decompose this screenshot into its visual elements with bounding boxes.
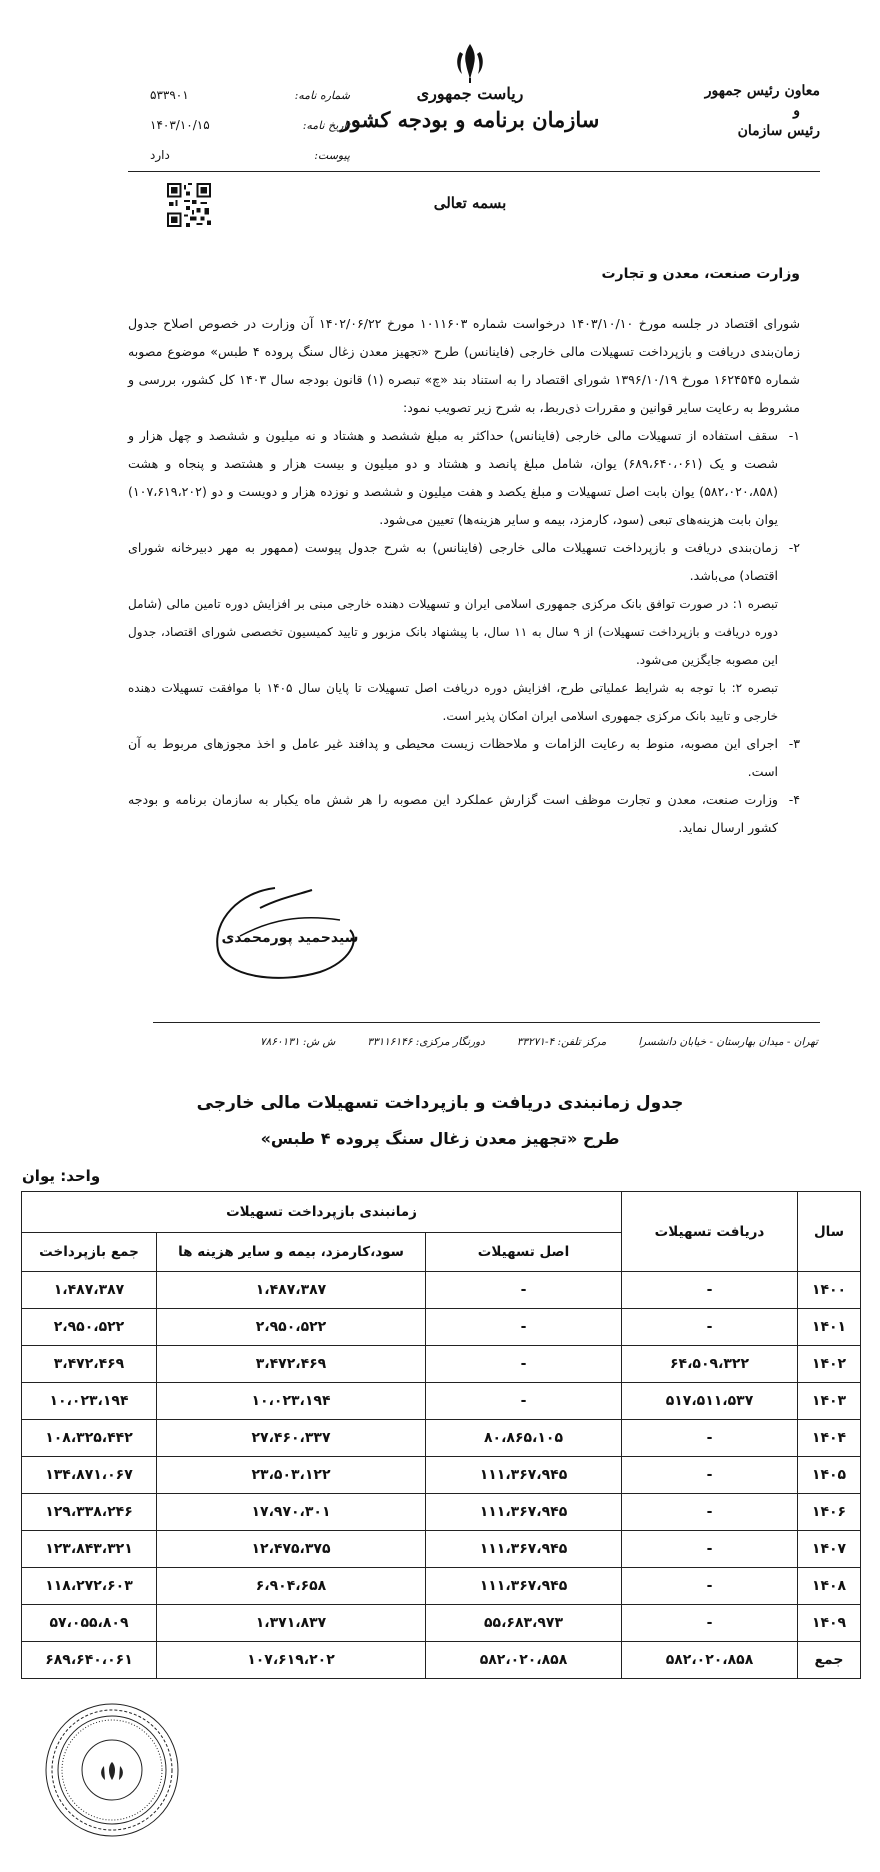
cell-total: ۱۰۸،۳۲۵،۴۴۲ [22, 1420, 157, 1457]
cell-interest: ۲،۹۵۰،۵۲۲ [157, 1309, 426, 1346]
signer-name: سیدحمید پورمحمدی [221, 930, 359, 946]
table-header-row [22, 1192, 861, 1233]
clause-number: ۲- [788, 540, 800, 555]
cell-principal: ۵۵،۶۸۳،۹۷۳ [426, 1605, 622, 1642]
note-1: تبصره ۱: در صورت توافق بانک مرکزی جمهوری اسلامی ایران و تسهیلات دهنده خارجی مبنی بر افزایش دوره تامین مالی (شامل دوره دریافت و بازپرداخت تسهیلات) از ۹ سال به ۱۱ سال، با پیشنهاد بانک مزبور و تایید کمیسیون تخصصی شورای اقتصاد، جدول این مصوبه جایگزین می‌شود. [128, 597, 778, 667]
header-total: جمع بازپرداخت [22, 1233, 157, 1272]
table-row [22, 1605, 861, 1642]
table-row [22, 1272, 861, 1309]
table-row [22, 1457, 861, 1494]
bismillah-heading: بسمه تعالی [433, 194, 507, 212]
cell-year: ۱۴۰۴ [798, 1420, 861, 1457]
cell-year: ۱۴۰۷ [798, 1531, 861, 1568]
cell-interest: ۱۰۷،۶۱۹،۲۰۲ [157, 1642, 426, 1679]
meta-attach-value: دارد [150, 148, 170, 162]
clause-number: ۱- [788, 428, 800, 443]
cell-year: ۱۴۰۲ [798, 1346, 861, 1383]
cell-year: ۱۴۰۰ [798, 1272, 861, 1309]
cell-receipt: - [622, 1420, 798, 1457]
cell-year: ۱۴۰۹ [798, 1605, 861, 1642]
letter-meta [150, 80, 350, 170]
letterhead-center [330, 84, 610, 132]
clause-text: زمان‌بندی دریافت و بازپرداخت تسهیلات مالی خارجی (فاینانس) به شرح جدول پیوست (ممهور به مهر دبیرخانه شورای اقتصاد) می‌باشد. [128, 540, 778, 583]
schedule-title: جدول زمانبندی دریافت و بازپرداخت تسهیلات مالی خارجی [196, 1093, 684, 1113]
cell-total: ۱۲۳،۸۴۳،۳۲۱ [22, 1531, 157, 1568]
cell-principal: - [426, 1383, 622, 1420]
header-year: سال [798, 1192, 861, 1272]
recipient-name: وزارت صنعت، معدن و تجارت [601, 266, 800, 282]
footer-phone: مرکز تلفن: ۴-۳۳۲۷۱ [516, 1036, 607, 1048]
cell-receipt: - [622, 1494, 798, 1531]
cell-interest: ۱۰،۰۲۳،۱۹۴ [157, 1383, 426, 1420]
meta-number-value: ۵۳۳۹۰۱ [150, 88, 189, 102]
cell-receipt: - [622, 1531, 798, 1568]
meta-attach-row [150, 140, 350, 170]
cell-total: ۲،۹۵۰،۵۲۲ [22, 1309, 157, 1346]
unit-text: واحد: یوان [22, 1167, 101, 1185]
schedule-table [21, 1191, 861, 1679]
table-row [22, 1346, 861, 1383]
cell-interest: ۳،۴۷۲،۴۶۹ [157, 1346, 426, 1383]
cell-year: ۱۴۰۶ [798, 1494, 861, 1531]
cell-receipt: ۶۴،۵۰۹،۳۲۲ [622, 1346, 798, 1383]
clause-text: اجرای این مصوبه، منوط به رعایت الزامات و ملاحظات زیست محیطی و پدافند غیر عامل و اخذ مجوزهای مربوط به آن است. [128, 736, 778, 779]
cell-interest: ۲۳،۵۰۳،۱۲۲ [157, 1457, 426, 1494]
cell-year: جمع [798, 1642, 861, 1679]
meta-number-label: شماره نامه: [294, 88, 350, 102]
table-total-row [22, 1642, 861, 1679]
cell-principal: - [426, 1346, 622, 1383]
table-row [22, 1383, 861, 1420]
cell-year: ۱۴۰۳ [798, 1383, 861, 1420]
cell-principal: - [426, 1309, 622, 1346]
clause-number: ۴- [788, 792, 800, 807]
cell-receipt: ۵۱۷،۵۱۱،۵۳۷ [622, 1383, 798, 1420]
cell-interest: ۲۷،۴۶۰،۳۳۷ [157, 1420, 426, 1457]
presidency-title: ریاست جمهوری [416, 84, 524, 103]
letter-body [128, 310, 800, 842]
cell-principal: ۱۱۱،۳۶۷،۹۴۵ [426, 1457, 622, 1494]
clause-number: ۳- [788, 736, 800, 751]
clause-text: وزارت صنعت، معدن و تجارت موظف است گزارش عملکرد این مصوبه را هر شش ماه یکبار به سازمان برنامه و بودجه کشور ارسال نماید. [128, 792, 778, 835]
schedule-unit [22, 1167, 222, 1185]
letterhead-right [670, 78, 820, 144]
cell-total: ۳،۴۷۲،۴۶۹ [22, 1346, 157, 1383]
clause-text: سقف استفاده از تسهیلات مالی خارجی (فاینانس) حداکثر به مبلغ ششصد و هشتاد و نه میلیون و ششصد و چهل هزار و شصت و یک (۶۸۹،۶۴۰،۰۶۱) یوان، شامل مبلغ پانصد و هشتاد و دو میلیون و بیست هزار و هشتصد و پنجاه و هشت (۵۸۲،۰۲۰،۸۵۸) یوان بابت اصل تسهیلات و مبلغ یکصد و هفت میلیون و ششصد و نوزده هزار و دویست و دو (۱۰۷،۶۱۹،۲۰۲) یوان بابت هزینه‌های تبعی (سود، کارمزد، بیمه و سایر هزینه‌ها) تعیین می‌شود. [128, 428, 778, 527]
header-interest: سود،کارمزد، بیمه و سایر هزینه ها [157, 1233, 426, 1272]
cell-principal: ۱۱۱،۳۶۷،۹۴۵ [426, 1568, 622, 1605]
cell-interest: ۱،۳۷۱،۸۳۷ [157, 1605, 426, 1642]
cell-total: ۱،۴۸۷،۳۸۷ [22, 1272, 157, 1309]
cell-receipt: - [622, 1272, 798, 1309]
organization-title: سازمان برنامه و بودجه کشور [340, 107, 600, 132]
meta-date-value: ۱۴۰۳/۱۰/۱۵ [150, 118, 210, 132]
cell-receipt: - [622, 1457, 798, 1494]
table-row [22, 1568, 861, 1605]
table-row [22, 1531, 861, 1568]
head-of-org-title: رئیس سازمان [737, 123, 820, 139]
table-row [22, 1309, 861, 1346]
cell-year: ۱۴۰۱ [798, 1309, 861, 1346]
cell-receipt: ۵۸۲،۰۲۰،۸۵۸ [622, 1642, 798, 1679]
clause-4 [128, 786, 800, 842]
clause-3 [128, 730, 800, 786]
cell-interest: ۱۲،۴۷۵،۳۷۵ [157, 1531, 426, 1568]
schedule-subtitle: طرح «تجهیز معدن زغال سنگ پروده ۴ طبس» [260, 1129, 620, 1148]
cell-year: ۱۴۰۸ [798, 1568, 861, 1605]
cell-receipt: - [622, 1605, 798, 1642]
footer-divider [153, 1022, 820, 1023]
qr-code-icon [167, 183, 211, 227]
meta-date-row [150, 110, 350, 140]
clause-2 [128, 534, 800, 590]
cell-principal: - [426, 1272, 622, 1309]
letter-footer [260, 1036, 818, 1048]
footer-fax: دورنگار مرکزی: ۳۳۱۱۶۱۴۶ [367, 1036, 485, 1048]
meta-date-label: تاریخ نامه: [302, 118, 350, 132]
official-seal-icon [42, 1700, 182, 1840]
header-principal: اصل تسهیلات [426, 1233, 622, 1272]
clause-1 [128, 422, 800, 534]
footer-address: تهران - میدان بهارستان - خیابان دانشسرا [638, 1036, 818, 1048]
conjunction-text: و [793, 103, 800, 119]
cell-total: ۱۰،۰۲۳،۱۹۴ [22, 1383, 157, 1420]
cell-principal: ۸۰،۸۶۵،۱۰۵ [426, 1420, 622, 1457]
header-repayment-group: زمانبندی بازپرداخت تسهیلات [22, 1192, 622, 1233]
meta-attach-label: پیوست: [314, 148, 350, 162]
cell-total: ۱۳۴،۸۷۱،۰۶۷ [22, 1457, 157, 1494]
cell-total: ۱۲۹،۳۳۸،۲۴۶ [22, 1494, 157, 1531]
note-2: تبصره ۲: با توجه به شرایط عملیاتی طرح، افزایش دوره دریافت اصل تسهیلات تا پایان سال ۱۴۰۵ با موافقت تسهیلات دهنده خارجی و تایید بانک مرکزی جمهوری اسلامی ایران امکان پذیر است. [128, 681, 778, 723]
cell-interest: ۶،۹۰۴،۶۵۸ [157, 1568, 426, 1605]
intro-paragraph: شورای اقتصاد در جلسه مورخ ۱۴۰۳/۱۰/۱۰ درخواست شماره ۱۰۱۱۶۰۳ مورخ ۱۴۰۲/۰۶/۲۲ آن وزارت در خصوص اصلاح جدول زمان‌بندی دریافت و بازپرداخت تسهیلات مالی خارجی (فاینانس) طرح «تجهیز معدن زغال سنگ پروده ۴ طبس» موضوع مصوبه شماره ۱۶۲۴۵۴۵ مورخ ۱۳۹۶/۱۰/۱۹ شورای اقتصاد را به استناد بند «چ» تبصره (۱) قانون بودجه سال ۱۴۰۳ کل کشور، بررسی و مشروط به رعایت سایر قوانین و مقررات ذی‌ربط، به شرح زیر تصویب نمود: [128, 316, 800, 415]
cell-total: ۶۸۹،۶۴۰،۰۶۱ [22, 1642, 157, 1679]
meta-number-row [150, 80, 350, 110]
cell-principal: ۱۱۱،۳۶۷،۹۴۵ [426, 1494, 622, 1531]
cell-principal: ۵۸۲،۰۲۰،۸۵۸ [426, 1642, 622, 1679]
header-receipt: دریافت تسهیلات [622, 1192, 798, 1272]
header-divider [128, 171, 820, 172]
cell-receipt: - [622, 1568, 798, 1605]
vice-president-title: معاون رئیس جمهور [704, 83, 820, 99]
cell-total: ۵۷،۰۵۵،۸۰۹ [22, 1605, 157, 1642]
cell-interest: ۱،۴۸۷،۳۸۷ [157, 1272, 426, 1309]
cell-total: ۱۱۸،۲۷۲،۶۰۳ [22, 1568, 157, 1605]
cell-principal: ۱۱۱،۳۶۷،۹۴۵ [426, 1531, 622, 1568]
iran-emblem-icon [452, 40, 488, 84]
table-row [22, 1420, 861, 1457]
footer-ref: ش ش: ۷۸۶۰۱۳۱ [260, 1036, 336, 1048]
cell-interest: ۱۷،۹۷۰،۳۰۱ [157, 1494, 426, 1531]
cell-receipt: - [622, 1309, 798, 1346]
cell-year: ۱۴۰۵ [798, 1457, 861, 1494]
table-row [22, 1494, 861, 1531]
